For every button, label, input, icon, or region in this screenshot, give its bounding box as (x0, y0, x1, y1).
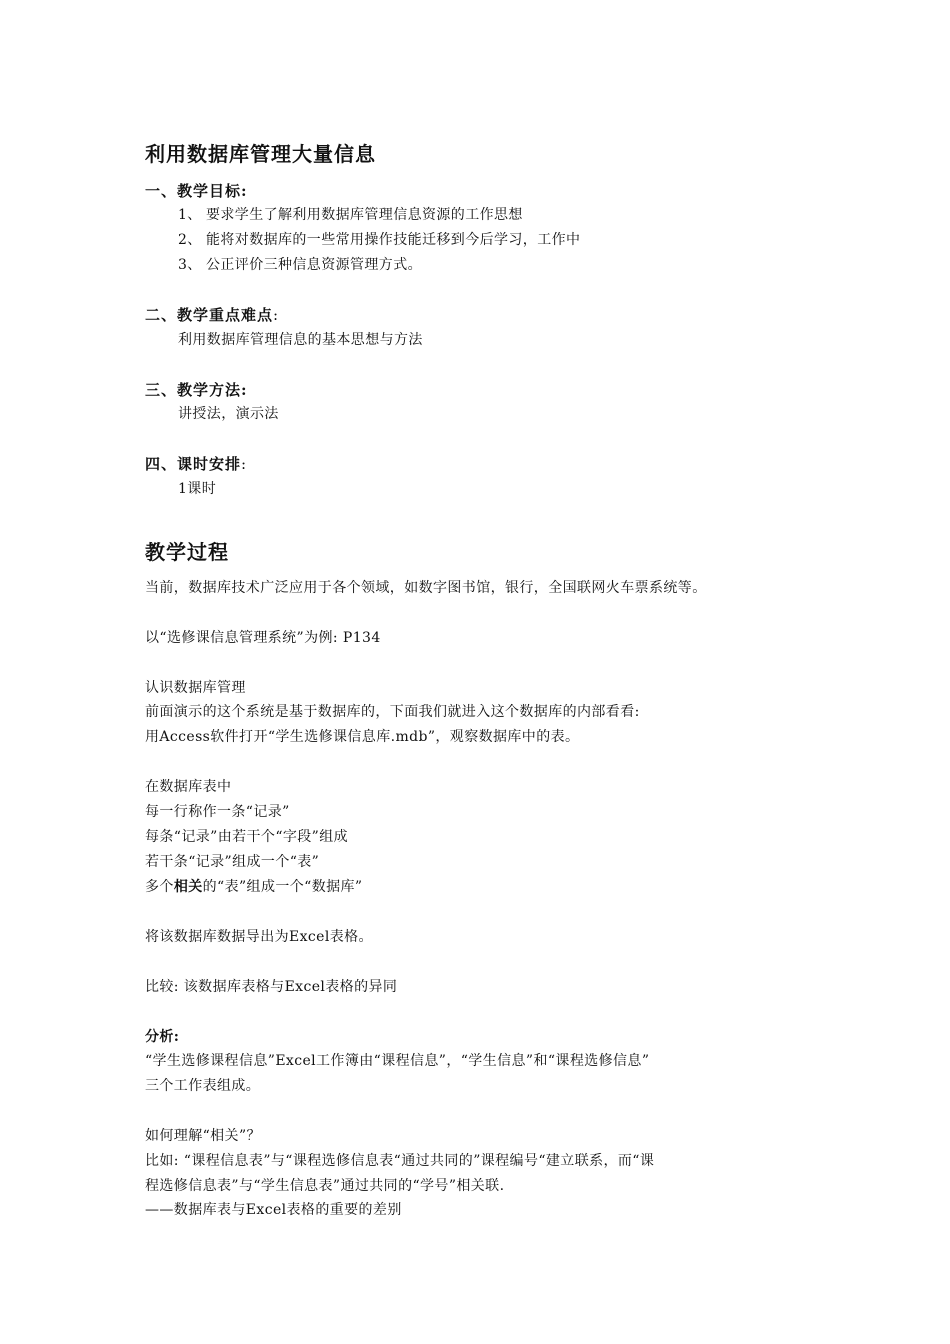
item-text: 公正评价三种信息资源管理方式。 (206, 257, 422, 273)
objective-item (178, 204, 523, 224)
heading-colon: : (241, 455, 248, 473)
understand-line: 比如: “课程信息表”与“课程选修信息表“通过共同的”课程编号“建立联系，而“课 (145, 1153, 655, 1169)
table-line: 若干条“记录”组成一个“表” (145, 854, 320, 870)
schedule-text: 1课时 (178, 481, 217, 497)
process-title: 教学过程 (145, 540, 229, 564)
related-line (145, 876, 362, 896)
compare-line: 比较: 该数据库表格与Excel表格的异同 (145, 979, 398, 995)
item-number: 2、 (178, 232, 202, 248)
example-line: 以“选修课信息管理系统”为例: P134 (145, 630, 381, 646)
section-heading-schedule (145, 453, 247, 474)
document-title: 利用数据库管理大量信息 (145, 142, 376, 166)
heading-colon: : (273, 306, 280, 324)
export-line: 将该数据库数据导出为Excel表格。 (145, 929, 373, 945)
bold-keyword: 相关 (173, 879, 203, 895)
analysis-line: “学生选修课程信息”Excel工作簿由“课程信息”，“学生信息”和“课程选修信息” (145, 1053, 650, 1069)
recognize-line: 前面演示的这个系统是基于数据库的，下面我们就进入这个数据库的内部看看: (145, 704, 640, 720)
understand-line: 程选修信息表”与“学生信息表”通过共同的“学号”相关联. (145, 1178, 505, 1194)
table-line: 在数据库表中 (145, 779, 232, 795)
objective-item (178, 254, 422, 274)
intro-paragraph: 当前，数据库技术广泛应用于各个领域，如数字图书馆，银行，全国联网火车票系统等。 (145, 580, 707, 596)
item-text: 要求学生了解利用数据库管理信息资源的工作思想 (206, 207, 523, 223)
analysis-heading: 分析: (145, 1029, 180, 1045)
item-number: 1、 (178, 207, 202, 223)
analysis-line: 三个工作表组成。 (145, 1078, 261, 1094)
text-segment: 多个 (145, 879, 174, 895)
table-line: 每条“记录”由若干个“字段”组成 (145, 829, 349, 845)
key-points-text: 利用数据库管理信息的基本思想与方法 (178, 332, 423, 348)
section-heading-key-points (145, 304, 279, 325)
methods-text: 讲授法，演示法 (178, 406, 279, 422)
recognize-line: 认识数据库管理 (145, 680, 246, 696)
heading-text: 四、课时安排 (145, 455, 242, 473)
heading-text: 二、教学重点难点 (145, 306, 274, 324)
table-line: 每一行称作一条“记录” (145, 804, 290, 820)
understand-line: 如何理解“相关”？ (145, 1128, 261, 1144)
item-number: 3、 (178, 257, 202, 273)
objective-item (178, 229, 580, 249)
text-segment: 的“表”组成一个“数据库” (202, 879, 363, 895)
item-text: 能将对数据库的一些常用操作技能迁移到今后学习，工作中 (206, 232, 581, 248)
section-heading-methods: 三、教学方法: (145, 381, 248, 399)
understand-line: ——数据库表与Excel表格的重要的差别 (145, 1202, 402, 1218)
section-heading-objectives: 一、教学目标: (145, 182, 248, 200)
recognize-line: 用Access软件打开“学生选修课信息库.mdb”，观察数据库中的表。 (145, 729, 580, 745)
